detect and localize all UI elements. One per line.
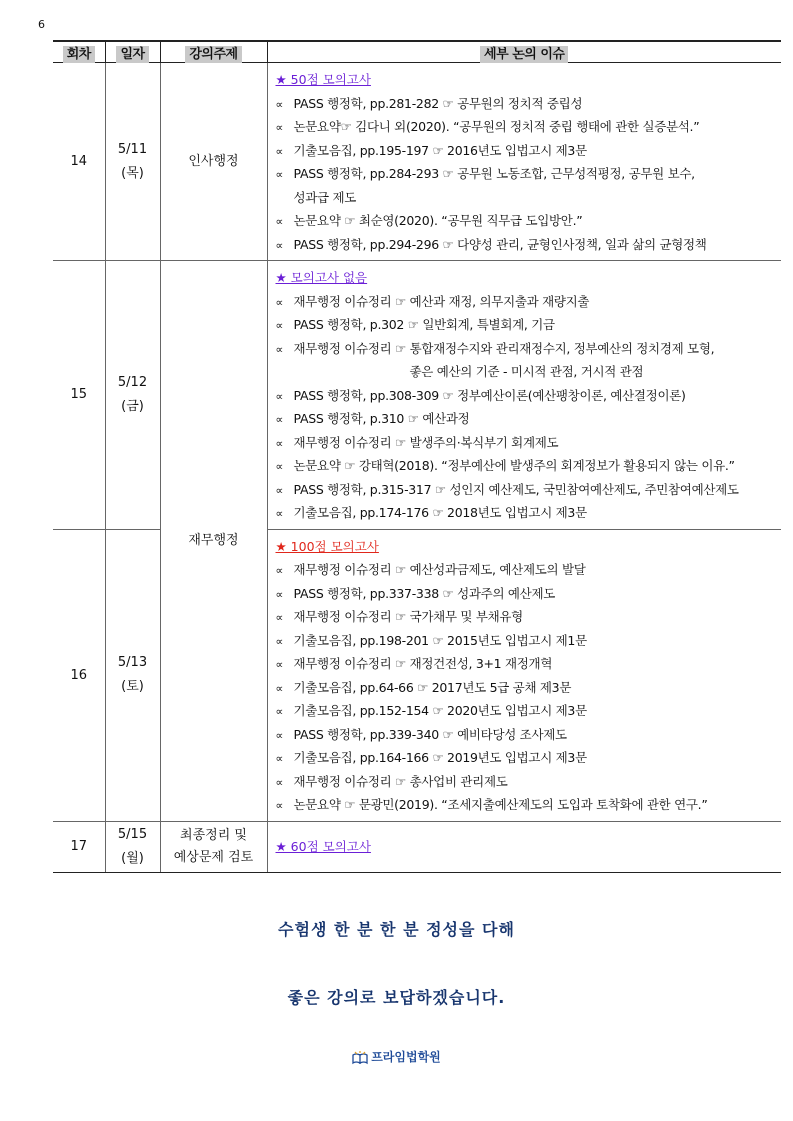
- session-date: 5/11 (목): [105, 63, 160, 261]
- session-topic: 최종정리 및 예상문제 검토: [160, 821, 267, 872]
- list-item: ∝ 기출모음집, pp.64-66 ☞ 2017년도 5급 공채 제3문: [275, 679, 572, 695]
- list-item: ∝ 재무행정 이슈정리 ☞ 예산성과금제도, 예산제도의 발달: [275, 562, 586, 577]
- list-item: ∝ 기출모음집, pp.174-176 ☞ 2018년도 입법고시 제3문: [275, 505, 587, 520]
- session-topic: 인사행정: [160, 63, 267, 261]
- session-number: 15: [53, 261, 105, 530]
- mock-exam-label: ★ 모의고사 없음: [275, 270, 368, 285]
- session-number: 14: [53, 63, 105, 261]
- mock-exam-label: ★ 50점 모의고사: [275, 72, 371, 87]
- list-item-continuation: 성과급 제도: [293, 189, 357, 205]
- list-item-continuation: 좋은 예산의 기준 - 미시적 관점, 거시적 관점: [409, 364, 644, 379]
- lecture-schedule-table: [53, 40, 781, 873]
- session-date: 5/13 (토): [105, 529, 160, 821]
- table-row: [53, 261, 781, 530]
- list-item: ∝ PASS 행정학, pp.337-338 ☞ 성과주의 예산제도: [275, 585, 556, 601]
- session-details: [267, 261, 781, 530]
- list-item: ∝ PASS 행정학, p.310 ☞ 예산과정: [275, 411, 470, 426]
- list-item: ∝ 재무행정 이슈정리 ☞ 재정건전성, 3+1 재정개혁: [275, 656, 553, 671]
- header-session: 회차: [53, 41, 105, 63]
- list-item: ∝ 논문요약 ☞ 강태혁(2018). “정부예산에 발생주의 회계정보가 활용되지 않는 이유.”: [275, 458, 735, 473]
- session-details: [267, 529, 781, 821]
- list-item: ∝ PASS 행정학, pp.308-309 ☞ 정부예산이론(예산팽창이론, 예산결정이론): [275, 387, 686, 403]
- header-details: 세부 논의 이슈: [267, 41, 781, 63]
- session-number: 17: [53, 821, 105, 872]
- list-item: ∝ 재무행정 이슈정리 ☞ 통합재정수지와 관리재정수지, 정부예산의 정치경제 모형,: [275, 340, 715, 356]
- session-details: [267, 821, 781, 872]
- table-row: [53, 63, 781, 261]
- list-item: ∝ PASS 행정학, pp.284-293 ☞ 공무원 노동조합, 근무성적평정, 공무원 보수,: [275, 166, 695, 181]
- list-item: ∝ 논문요약☞ 김다니 외(2020). “공무원의 정치적 중립 행태에 관한 실증분석.”: [275, 119, 700, 134]
- list-item: ∝ 재무행정 이슈정리 ☞ 발생주의·복식부기 회계제도: [275, 434, 559, 450]
- header-date: 일자: [105, 41, 160, 63]
- session-topic: 재무행정: [160, 261, 267, 822]
- list-item: ∝ 논문요약 ☞ 문광민(2019). “조세지출예산제도의 도입과 토착화에 관한 연구.”: [275, 797, 708, 812]
- list-item: ∝ 재무행정 이슈정리 ☞ 예산과 재정, 의무지출과 재량지출: [275, 293, 590, 309]
- list-item: ∝ 기출모음집, pp.198-201 ☞ 2015년도 입법고시 제1문: [275, 632, 587, 648]
- mock-exam-label: ★ 60점 모의고사: [275, 839, 371, 855]
- academy-logo: [0, 1048, 793, 1065]
- list-item: ∝ 기출모음집, pp.164-166 ☞ 2019년도 입법고시 제3문: [275, 750, 587, 765]
- table-header-row: [53, 41, 781, 63]
- page-number: 6: [38, 18, 45, 31]
- session-date: 5/12 (금): [105, 261, 160, 530]
- list-item: ∝ 기출모음집, pp.152-154 ☞ 2020년도 입법고시 제3문: [275, 703, 587, 718]
- closing-line-2: 좋은 강의로 보답하겠습니다.: [287, 988, 506, 1007]
- list-item: ∝ 기출모음집, pp.195-197 ☞ 2016년도 입법고시 제3문: [275, 142, 587, 158]
- session-details: [267, 63, 781, 261]
- mock-exam-label: ★ 100점 모의고사: [275, 538, 379, 554]
- list-item: ∝ PASS 행정학, p.302 ☞ 일반회계, 특별회계, 기금: [275, 317, 555, 332]
- table-row: [53, 821, 781, 872]
- header-topic: 강의주제: [160, 41, 267, 63]
- list-item: ∝ 재무행정 이슈정리 ☞ 총사업비 관리제도: [275, 773, 508, 789]
- list-item: ∝ PASS 행정학, pp.281-282 ☞ 공무원의 정치적 중립성: [275, 95, 583, 111]
- session-number: 16: [53, 529, 105, 821]
- closing-line-1: 수험생 한 분 한 분 정성을 다해: [278, 920, 515, 939]
- list-item: ∝ PASS 행정학, p.315-317 ☞ 성인지 예산제도, 국민참여예산제도, 주민참여예산제도: [275, 481, 739, 497]
- book-icon: [352, 1051, 368, 1065]
- logo-text: 프라임법학원: [371, 1050, 441, 1064]
- list-item: ∝ PASS 행정학, pp.339-340 ☞ 예비타당성 조사제도: [275, 726, 567, 742]
- list-item: ∝ 논문요약 ☞ 최순영(2020). “공무원 직무급 도입방안.”: [275, 213, 583, 228]
- session-date: 5/15 (월): [105, 821, 160, 872]
- list-item: ∝ PASS 행정학, pp.294-296 ☞ 다양성 관리, 균형인사정책, 일과 삶의 균형정책: [275, 236, 707, 252]
- list-item: ∝ 재무행정 이슈정리 ☞ 국가채무 및 부채유형: [275, 609, 523, 624]
